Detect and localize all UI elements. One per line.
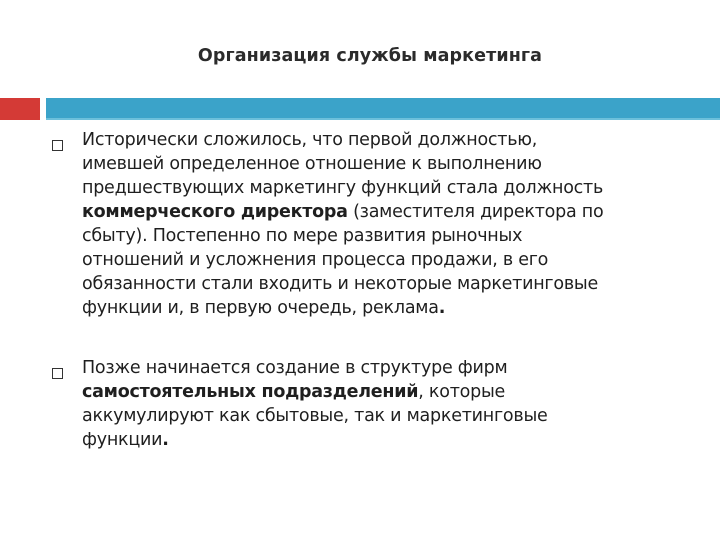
bold-text-run: . xyxy=(162,430,169,450)
text-run: сбыту). Постепенно по мере развития рыночных xyxy=(82,226,523,246)
text-run: Позже начинается создание в структуре фирм xyxy=(82,358,508,378)
text-run: отношений и усложнения процесса продажи, в его xyxy=(82,250,549,270)
paragraph-line xyxy=(82,152,702,176)
text-run: обязанности стали входить и некоторые маркетинговые xyxy=(82,274,598,294)
paragraph-line xyxy=(82,176,702,200)
paragraph-units xyxy=(82,356,702,452)
paragraph-line xyxy=(82,128,702,152)
bold-text-run: . xyxy=(438,298,446,318)
text-run: аккумулируют как сбытовые, так и маркетинговые xyxy=(82,406,548,426)
header-underline-teal xyxy=(46,118,720,120)
paragraph-line xyxy=(82,248,702,272)
paragraph-line xyxy=(82,272,702,296)
bold-text-run: коммерческого директора xyxy=(82,202,348,222)
square-bullet-icon xyxy=(52,140,63,151)
text-run: предшествующих маркетингу функций стала должность xyxy=(82,178,604,198)
paragraph-line xyxy=(82,356,702,380)
header-band-teal xyxy=(46,98,720,118)
bold-text-run: самостоятельных подразделений xyxy=(82,382,419,402)
paragraph-line xyxy=(82,224,702,248)
text-run: функции xyxy=(82,430,163,450)
paragraph-line xyxy=(82,200,702,224)
paragraph-line xyxy=(82,404,702,428)
text-run: имевшей определенное отношение к выполнению xyxy=(82,154,542,174)
paragraph-line xyxy=(82,380,702,404)
header-band-red xyxy=(0,98,40,118)
text-run: , которые xyxy=(418,382,506,402)
paragraph-history xyxy=(82,128,702,320)
header-underline-red xyxy=(0,118,40,120)
slide-title: Организация службы маркетинга xyxy=(197,46,543,66)
square-bullet-icon xyxy=(52,368,63,379)
paragraph-line xyxy=(82,296,702,320)
paragraph-line xyxy=(82,428,702,452)
text-run: Исторически сложилось, что первой должностью, xyxy=(82,130,538,150)
text-run: (заместителя директора по xyxy=(347,202,604,222)
text-run: функции и, в первую очередь, реклама xyxy=(82,298,439,318)
